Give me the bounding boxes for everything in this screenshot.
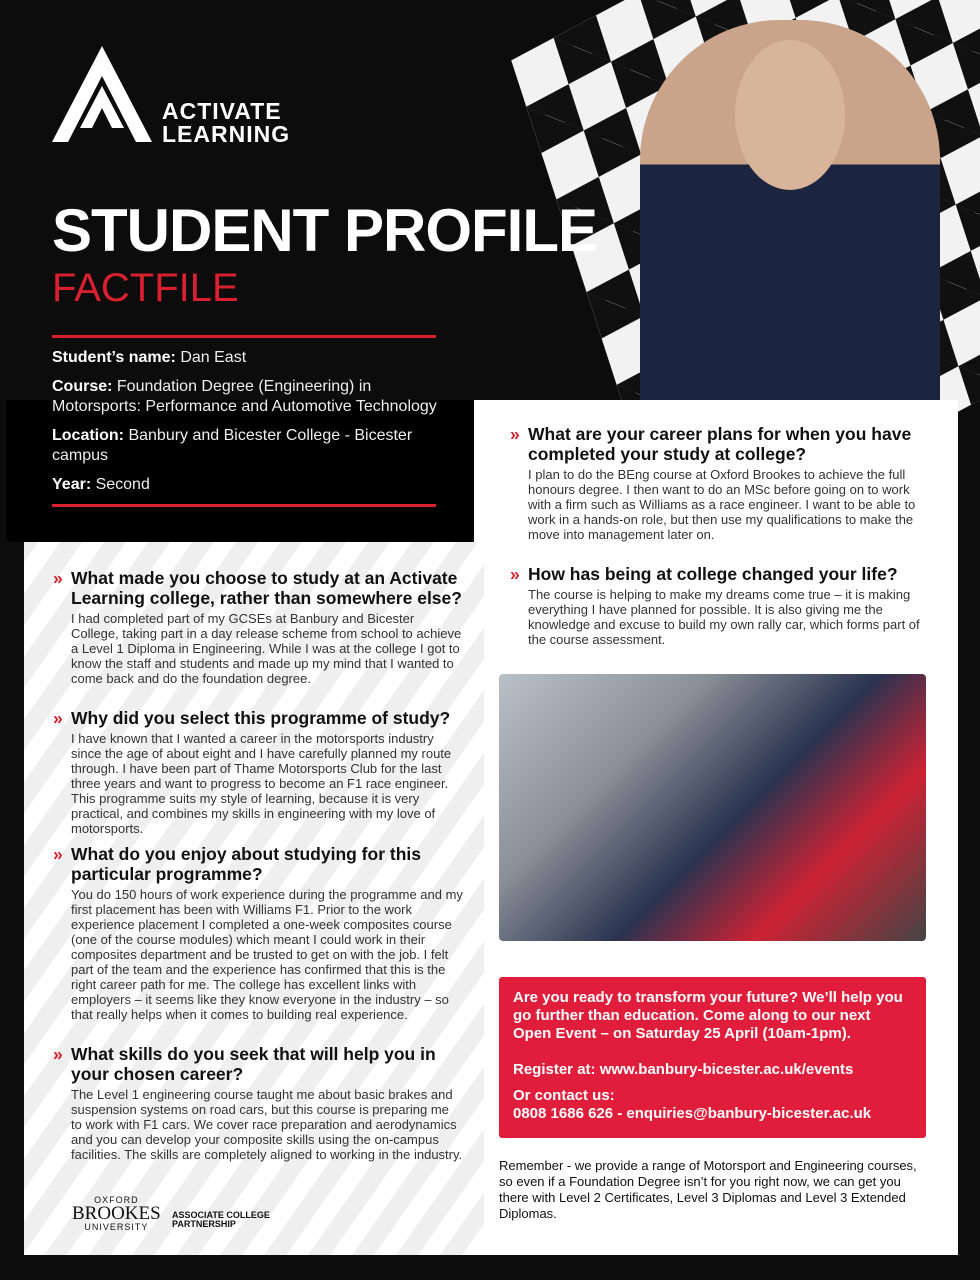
answer: I have known that I wanted a career in the motorsports industry since the age of about eight and I have carefully planned my route through. I have been part of Thame Motorsports Club for the last three years and want to progress to become an F1 race engineer. This programme suits my style of learning, because it is very practical, and combines my skills in engineering with my love of motorsports. xyxy=(71,731,452,836)
fact-name: Student’s name: Dan East xyxy=(52,349,247,366)
qa-item: » How has being at college changed your life? The course is helping to make my dreams come true – it is making everything I have planned for possible. It is also giving me the knowledge and excuse to build my own rally car, which forms part of the course assessment. xyxy=(510,564,920,647)
qa-item: » What are your career plans for when you have completed your study at college? I plan to do the BEng course at Oxford Brookes to achieve the full honours degree. I then want to do an MSc before going on to work with a firm such as Williams as a race engineer. I want to be able to work in a hands-on role, but then use my qualifications to make the move into management later on. xyxy=(510,424,920,542)
page-title: STUDENT PROFILE xyxy=(52,197,598,264)
open-event-box xyxy=(499,977,926,1138)
student-photo xyxy=(640,20,940,400)
question: What made you choose to study at an Activate Learning college, rather than somewhere else? xyxy=(71,568,462,608)
oxford-brookes-logo: OXFORD BROOKES UNIVERSITY xyxy=(72,1195,161,1232)
question: What skills do you seek that will help you in your chosen career? xyxy=(71,1044,436,1084)
fact-course: Course: Foundation Degree (Engineering) in Motorsports: Performance and Automotive Technology xyxy=(52,378,437,415)
answer: The Level 1 engineering course taught me about basic brakes and suspension systems on road cars, but this course is preparing me to work with F1 cars. We cover race preparation and aerodynamics and you can develop your composite skills using the on-campus facilities. The skills are completely aligned to working in the industry. xyxy=(71,1087,463,1162)
register-link[interactable]: Register at: www.banbury-bicester.ac.uk/events xyxy=(513,1061,854,1078)
question: Why did you select this programme of study? xyxy=(71,708,451,728)
activate-learning-logo xyxy=(52,46,290,146)
qa-item: » What skills do you seek that will help you in your chosen career? The Level 1 engineering course taught me about basic brakes and suspension systems on road cars, but this course is preparing me to work with F1 cars. We cover race preparation and aerodynamics and you can develop your composite skills using the on-campus facilities. The skills are completely aligned to working in the industry. xyxy=(53,1044,463,1162)
answer: You do 150 hours of work experience during the programme and my first placement has been with Williams F1. Prior to the work experience placement I completed a one-week composites course (one of the course modules) which meant I could work in their composites department and be trusted to get on with the job. I felt part of the team and the experience has confirmed that this is the right career path for me. The college has excellent links with employers – it seems like they know everyone in the industry – so that really helps when it comes to building real experience. xyxy=(71,887,463,1022)
logo-mark-icon xyxy=(52,46,152,146)
question: How has being at college changed your life? xyxy=(528,564,898,584)
remember-text: Remember - we provide a range of Motorsport and Engineering courses, so even if a Foundation Degree isn’t for you right now, we can get you there with Level 2 Certificates, Level 3 Diplomas and Level 3 Extended Diplomas. xyxy=(499,1158,917,1221)
answer: I plan to do the BEng course at Oxford Brookes to achieve the full honours degree. I then want to do an MSc before going on to work with a firm such as Williams as a race engineer. I want to be able to work in a hands-on role, but then use my qualifications to make the move into management later on. xyxy=(528,467,916,542)
question: What are your career plans for when you have completed your study at college? xyxy=(528,424,912,464)
cta-intro: Are you ready to transform your future? We’ll help you go further than education. Come along to our next Open Event – on Saturday 25 April (10am-1pm). xyxy=(513,989,903,1042)
qa-item: » Why did you select this programme of study? I have known that I wanted a career in the motorsports industry since the age of about eight and I have carefully planned my route through. I have been part of Thame Motorsports Club for the last three years and want to progress to become an F1 race engineer. This programme suits my style of learning, because it is very practical, and combines my skills in engineering with my love of motorsports. xyxy=(53,708,463,836)
divider-bottom xyxy=(52,504,436,507)
associate-college-partnership: ASSOCIATE COLLEGE PARTNERSHIP xyxy=(172,1210,270,1229)
question: What do you enjoy about studying for this particular programme? xyxy=(71,844,421,884)
logo-line1: ACTIVATE xyxy=(162,98,282,124)
answer: I had completed part of my GCSEs at Banbury and Bicester College, taking part in a day release scheme from school to achieve a Level 1 Diploma in Engineering. While I was at the college I got to know the staff and students and made up my mind that I wanted to come back and do the foundation degree. xyxy=(71,611,462,686)
fact-year: Year: Second xyxy=(52,476,150,493)
contact-details[interactable]: 0808 1686 626 - enquiries@banbury-bicester.ac.uk xyxy=(513,1105,872,1122)
qa-item: » What made you choose to study at an Activate Learning college, rather than somewhere else? I had completed part of my GCSEs at Banbury and Bicester College, taking part in a day release scheme from school to achieve a Level 1 Diploma in Engineering. While I was at the college I got to know the staff and students and made up my mind that I wanted to come back and do the foundation degree. xyxy=(53,568,462,686)
workshop-photo xyxy=(499,674,926,941)
qa-item: » What do you enjoy about studying for this particular programme? You do 150 hours of work experience during the programme and my first placement has been with Williams F1. Prior to the work experience placement I completed a one-week composites course (one of the course modules) which meant I could work in their composites department and be trusted to get on with the job. I felt part of the team and the experience has confirmed that this is the right career path for me. The college has excellent links with employers – it seems like they know everyone in the industry – so that really helps when it comes to building real experience. xyxy=(53,844,463,1022)
logo-line2: LEARNING xyxy=(162,121,291,147)
page-subtitle: FACTFILE xyxy=(52,266,239,310)
fact-location: Location: Banbury and Bicester College - Bicester campus xyxy=(52,427,413,464)
contact-label: Or contact us: xyxy=(513,1087,615,1104)
student-face xyxy=(735,40,845,190)
divider-top xyxy=(52,335,436,338)
answer: The course is helping to make my dreams come true – it is making everything I have planned for possible. It is also giving me the knowledge and excuse to build my own rally car, which forms part of the course assessment. xyxy=(528,587,920,647)
facts-list xyxy=(52,348,452,504)
